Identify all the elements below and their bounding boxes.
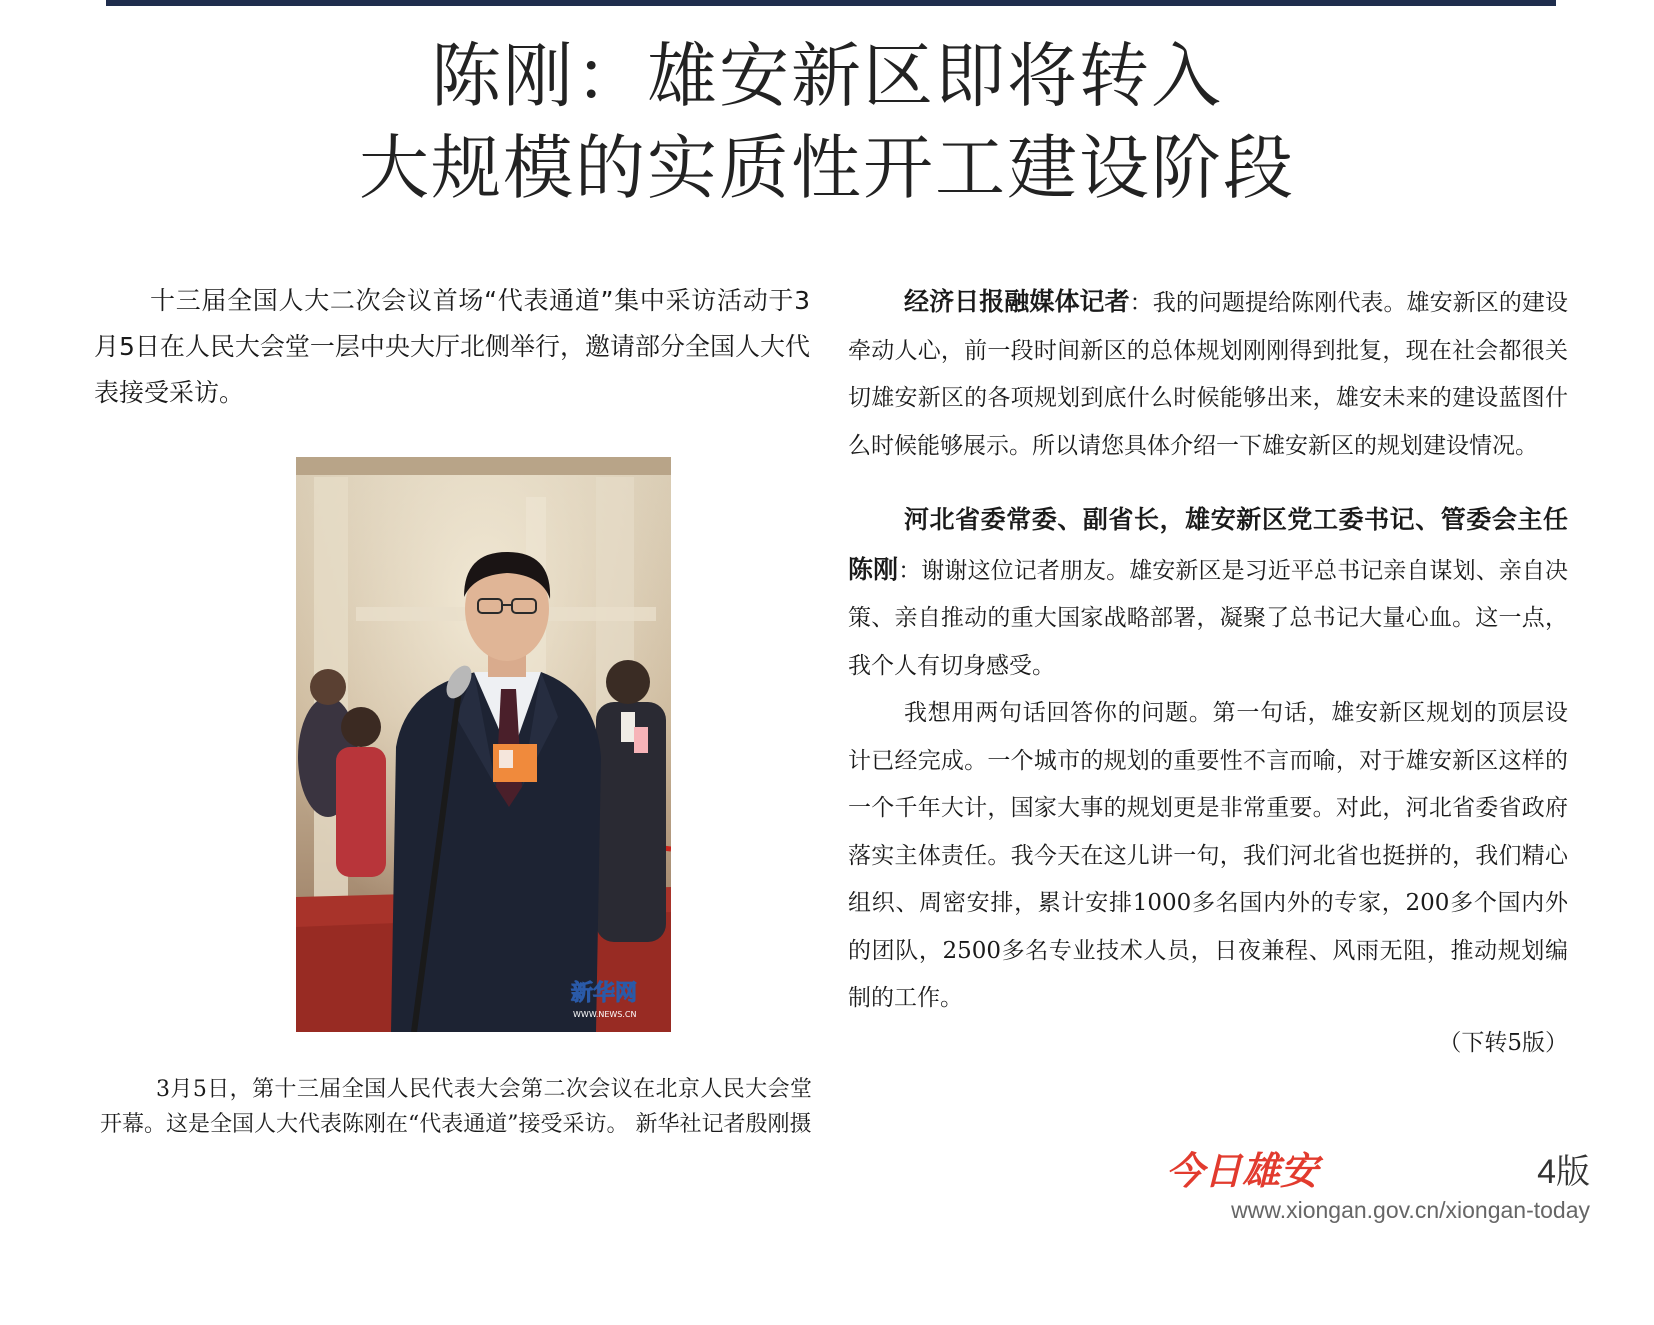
photo-watermark-url: WWW.NEWS.CN bbox=[573, 1010, 637, 1019]
photo-caption: 3月5日，第十三届全国人民代表大会第二次会议在北京人民大会堂开幕。这是全国人大代表陈刚在“代表通道”接受采访。 新华社记者殷刚摄 bbox=[100, 1077, 812, 1137]
question-text: ：我的问题提给陈刚代表。雄安新区的建设牵动人心，前一段时间新区的总体规划刚刚得到批复，现在社会都很关切雄安新区的各项规划到底什么时候能够出来，雄安未来的建设蓝图什么时候能够展示。所以请您具体介绍一下雄安新区的规划建设情况。 bbox=[848, 290, 1568, 459]
news-photo bbox=[296, 457, 671, 1032]
answer-paragraph-1 bbox=[848, 496, 1568, 690]
headline-line-2: 大规模的实质性开工建设阶段 bbox=[359, 127, 1295, 209]
answer-paragraph-2: 我想用两句话回答你的问题。第一句话，雄安新区规划的顶层设计已经完成。一个城市的规划的重要性不言而喻，对于雄安新区这样的一个千年大计，国家大事的规划更是非常重要。对此，河北省委省政府落实主体责任。我今天在这儿讲一句，我们河北省也挺拼的，我们精心组织、周密安排，累计安排1000多名国内外的专家，200多个国内外的团队，2500多名专业技术人员，日夜兼程、风雨无阻，推动规划编制的工作。 bbox=[848, 700, 1568, 1011]
question-paragraph bbox=[848, 278, 1568, 470]
headline-line-1: 陈刚：雄安新区即将转入 bbox=[431, 35, 1223, 117]
answer-speaker: 河北省委常委、副省长，雄安新区党工委书记、管委会主任 陈刚 bbox=[848, 505, 1568, 584]
headline bbox=[0, 30, 1654, 214]
left-column bbox=[94, 278, 810, 416]
right-column bbox=[848, 278, 1568, 1063]
answer-text-1: ：谢谢这位记者朋友。雄安新区是习近平总书记亲自谋划、亲自决策、亲自推动的重大国家战略部署，凝聚了总书记大量心血。这一点，我个人有切身感受。 bbox=[848, 557, 1568, 679]
question-speaker: 经济日报融媒体记者 bbox=[904, 287, 1130, 316]
page-number: 4版 bbox=[1537, 1153, 1590, 1191]
continued-note: （下转5版） bbox=[1438, 1029, 1568, 1056]
intro-paragraph: 十三届全国人大二次会议首场“代表通道”集中采访活动于3月5日在人民大会堂一层中央大厅北侧举行，邀请部分全国人大代表接受采访。 bbox=[94, 286, 810, 407]
site-url[interactable]: www.xiongan.gov.cn/xiongan-today bbox=[1231, 1197, 1590, 1223]
photo-watermark: 新华网 bbox=[571, 981, 638, 1006]
top-rule bbox=[106, 0, 1556, 6]
brand-logo: 今日雄安 bbox=[1166, 1148, 1319, 1193]
